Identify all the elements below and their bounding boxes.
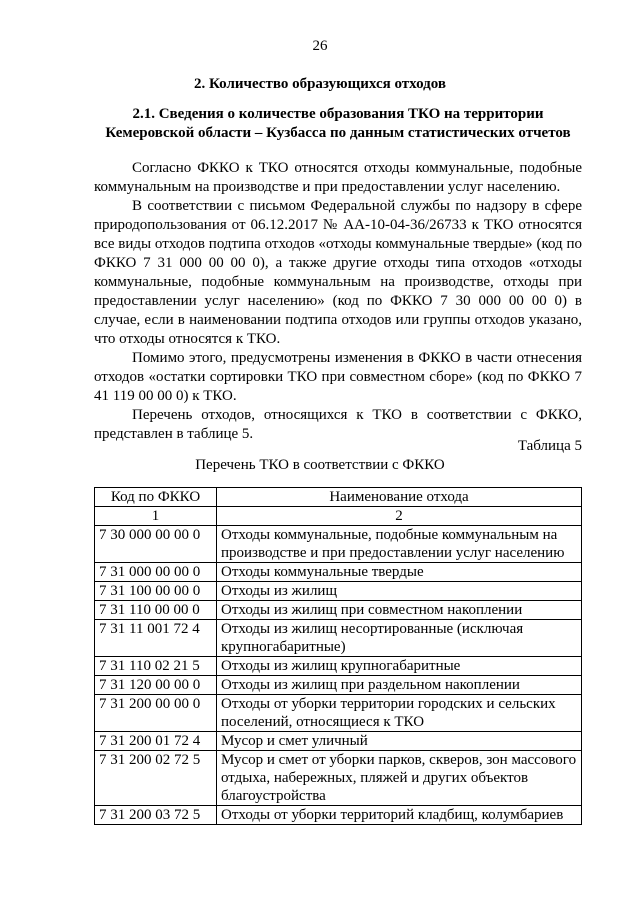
subsection-title-line-1: 2.1. Сведения о количестве образования ТКО на территории — [132, 106, 544, 122]
waste-name: Отходы из жилищ — [217, 582, 582, 601]
waste-code: 7 31 000 00 00 0 — [95, 563, 217, 582]
subsection-title — [94, 105, 582, 143]
paragraph: Согласно ФККО к ТКО относятся отходы коммунальные, подобные коммунальным на производстве и при предоставлении услуг населению. — [94, 160, 582, 195]
subsection-title-line-2: Кемеровской области – Кузбасса по данным статистических отчетов — [105, 125, 571, 141]
waste-code: 7 30 000 00 00 0 — [95, 526, 217, 563]
waste-code: 7 31 120 00 00 0 — [95, 676, 217, 695]
section-title: 2. Количество образующихся отходов — [194, 76, 446, 92]
table-row — [95, 601, 582, 620]
waste-name: Мусор и смет от уборки парков, скверов, зон массового отдыха, набережных, пляжей и других объектов благоустройства — [217, 751, 582, 806]
table-row — [95, 526, 582, 563]
waste-code: 7 31 110 00 00 0 — [95, 601, 217, 620]
table-caption-number: Таблица 5 — [517, 438, 582, 454]
waste-code: 7 31 200 00 00 0 — [95, 695, 217, 732]
waste-code: 7 31 200 01 72 4 — [95, 732, 217, 751]
body-text — [94, 159, 582, 444]
waste-name: Отходы от уборки территории городских и сельских поселений, относящиеся к ТКО — [217, 695, 582, 732]
waste-code: 7 31 110 02 21 5 — [95, 657, 217, 676]
waste-name: Отходы от уборки территорий кладбищ, колумбариев — [217, 806, 582, 825]
column-number: 1 — [95, 507, 217, 526]
table-row — [95, 582, 582, 601]
table-row — [95, 657, 582, 676]
paragraph: Перечень отходов, относящихся к ТКО в соответствии с ФККО, представлен в таблице 5. — [94, 407, 582, 442]
waste-name: Отходы из жилищ крупногабаритные — [217, 657, 582, 676]
waste-name: Мусор и смет уличный — [217, 732, 582, 751]
table-row — [95, 676, 582, 695]
waste-name: Отходы коммунальные твердые — [217, 563, 582, 582]
table-row — [95, 751, 582, 806]
waste-code: 7 31 11 001 72 4 — [95, 620, 217, 657]
header-name: Наименование отхода — [217, 488, 582, 507]
table-row — [95, 620, 582, 657]
header-code: Код по ФККО — [95, 488, 217, 507]
waste-table — [94, 487, 582, 825]
waste-code: 7 31 200 02 72 5 — [95, 751, 217, 806]
table-row — [95, 806, 582, 825]
paragraph: В соответствии с письмом Федеральной службы по надзору в сфере природопользования от 06.12.2017 № АА-10-04-36/26733 к ТКО относятся все виды отходов подтипа отходов «отходы коммунальные твердые» (код по ФККО 7 31 000 00 00 0), а также другие отходы типа отходов «отходы коммунальные, подобные коммунальным на производстве, отходы при предоставлении услуг населению» (код по ФККО 7 30 000 00 00 0) в случае, если в наименовании подтипа отходов или группы отходов указано, что отходы относятся к ТКО. — [94, 198, 582, 347]
table-row — [95, 563, 582, 582]
page-number: 26 — [312, 38, 328, 54]
waste-name: Отходы из жилищ при совместном накоплении — [217, 601, 582, 620]
column-number: 2 — [217, 507, 582, 526]
table-row — [95, 732, 582, 751]
table-header-row — [95, 488, 582, 507]
column-number-row — [95, 507, 582, 526]
waste-code: 7 31 200 03 72 5 — [95, 806, 217, 825]
table-caption-title: Перечень ТКО в соответствии с ФККО — [195, 457, 445, 473]
waste-name: Отходы из жилищ при раздельном накоплении — [217, 676, 582, 695]
waste-code: 7 31 100 00 00 0 — [95, 582, 217, 601]
table-row — [95, 695, 582, 732]
paragraph: Помимо этого, предусмотрены изменения в ФККО в части отнесения отходов «остатки сортировки ТКО при совместном сборе» (код по ФККО 7 41 119 00 00 0) к ТКО. — [94, 350, 582, 404]
waste-name: Отходы коммунальные, подобные коммунальным на производстве и при предоставлении услуг населению — [217, 526, 582, 563]
waste-name: Отходы из жилищ несортированные (исключая крупногабаритные) — [217, 620, 582, 657]
